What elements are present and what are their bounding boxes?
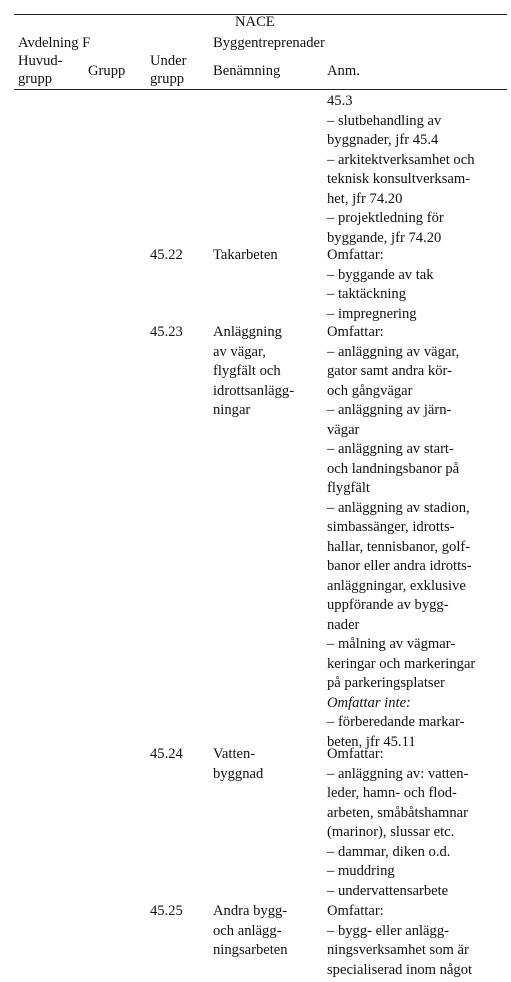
anm-line: 45.3 (327, 93, 353, 109)
anm-line: – anläggning av järn- (327, 402, 452, 418)
anm-line: anläggningar, exklusive (327, 577, 466, 594)
name-line: av vägar, (213, 343, 266, 360)
anm-line: Omfattar: (327, 903, 384, 919)
anm-line: uppförande av bygg- (327, 597, 449, 613)
anm-line: – slutbehandling av (327, 112, 442, 129)
anm-line: gator samt andra kör- (327, 363, 452, 379)
anm-line: het, jfr 74.20 (327, 190, 403, 207)
anm-line: – byggande av tak (327, 266, 434, 283)
header-byggentreprenader: Byggentreprenader (213, 35, 325, 51)
anm-line: flygfält (327, 480, 370, 496)
row-code: 45.22 (150, 247, 183, 263)
anm-line: Omfattar: (327, 247, 384, 263)
anm-line: – målning av vägmar- (327, 636, 456, 652)
anm-line: arbeten, småbåtshamnar (327, 804, 469, 821)
intro-anm-block (327, 92, 509, 248)
row-anm (327, 745, 509, 901)
name-line: idrottsanlägg- (213, 382, 295, 399)
anm-line: specialiserad inom något (327, 961, 473, 978)
row-name (213, 745, 318, 784)
anm-line: – muddring (327, 863, 395, 879)
anm-line: – anläggning av start- (327, 441, 454, 457)
anm-line: – anläggning av stadion, (327, 499, 470, 516)
name-line: Anläggning (213, 324, 282, 340)
anm-line: – dammar, diken o.d. (327, 843, 451, 860)
anm-line: banor eller andra idrotts- (327, 558, 472, 574)
header-undergrupp-line2: grupp (150, 71, 185, 87)
row-anm (327, 902, 509, 980)
header-nace: NACE (235, 14, 275, 30)
header-undergrupp-line1: Under (150, 53, 187, 69)
anm-line: – undervattensarbete (327, 882, 449, 899)
anm-line: och gångvägar (327, 382, 413, 399)
anm-line: keringar och markeringar (327, 655, 476, 672)
anm-line: beten, jfr 45.11 (327, 733, 416, 750)
row-name (213, 323, 318, 421)
name-line: Takarbeten (213, 247, 278, 263)
anm-line: vägar (327, 421, 360, 438)
anm-line: simbassänger, idrotts- (327, 519, 455, 535)
anm-line: – impregnering (327, 305, 417, 322)
anm-line: – bygg- eller anlägg- (327, 922, 449, 939)
anm-line: byggande, jfr 74.20 (327, 229, 442, 246)
anm-line: Omfattar: (327, 324, 384, 340)
anm-line: Omfattar: (327, 746, 384, 762)
anm-line: ningsverksamhet som är (327, 942, 469, 958)
anm-line: leder, hamn- och flod- (327, 785, 457, 801)
anm-line-omfattar-inte: Omfattar inte: (327, 694, 411, 711)
name-line: byggnad (213, 765, 264, 782)
row-name (213, 902, 318, 961)
anm-line: – förberedande markar- (327, 714, 465, 730)
anm-line: nader (327, 616, 360, 633)
header-benamning: Benämning (213, 63, 281, 79)
anm-line: – anläggning av vägar, (327, 343, 460, 360)
header-avdelning: Avdelning F (18, 35, 91, 51)
name-line: flygfält och (213, 363, 281, 379)
header-grupp: Grupp (88, 63, 126, 79)
name-line: ningsarbeten (213, 942, 288, 958)
name-line: Andra bygg- (213, 903, 288, 919)
row-anm (327, 246, 509, 324)
header-anm: Anm. (327, 63, 360, 79)
anm-line: – arkitektverksamhet och (327, 151, 475, 168)
row-code: 45.24 (150, 746, 183, 762)
header-huvudgrupp-line2: grupp (18, 71, 53, 87)
row-anm (327, 323, 509, 752)
name-line: och anlägg- (213, 922, 282, 939)
name-line: Vatten- (213, 746, 256, 762)
anm-line: på parkeringsplatser (327, 675, 445, 691)
anm-line: teknisk konsultverksam- (327, 171, 471, 187)
name-line: ningar (213, 402, 251, 418)
header-bottom-rule (14, 89, 507, 90)
row-name (213, 246, 318, 266)
row-code: 45.23 (150, 324, 183, 340)
anm-line: byggnader, jfr 45.4 (327, 132, 439, 148)
header-huvudgrupp-line1: Huvud- (18, 53, 63, 69)
anm-line: (marinor), slussar etc. (327, 824, 455, 840)
anm-line: – projektledning för (327, 210, 444, 226)
anm-line: hallar, tennisbanor, golf- (327, 538, 471, 555)
anm-line: och landningsbanor på (327, 460, 460, 477)
anm-line: – taktäckning (327, 286, 407, 302)
row-code: 45.25 (150, 903, 183, 919)
anm-line: – anläggning av: vatten- (327, 765, 469, 782)
